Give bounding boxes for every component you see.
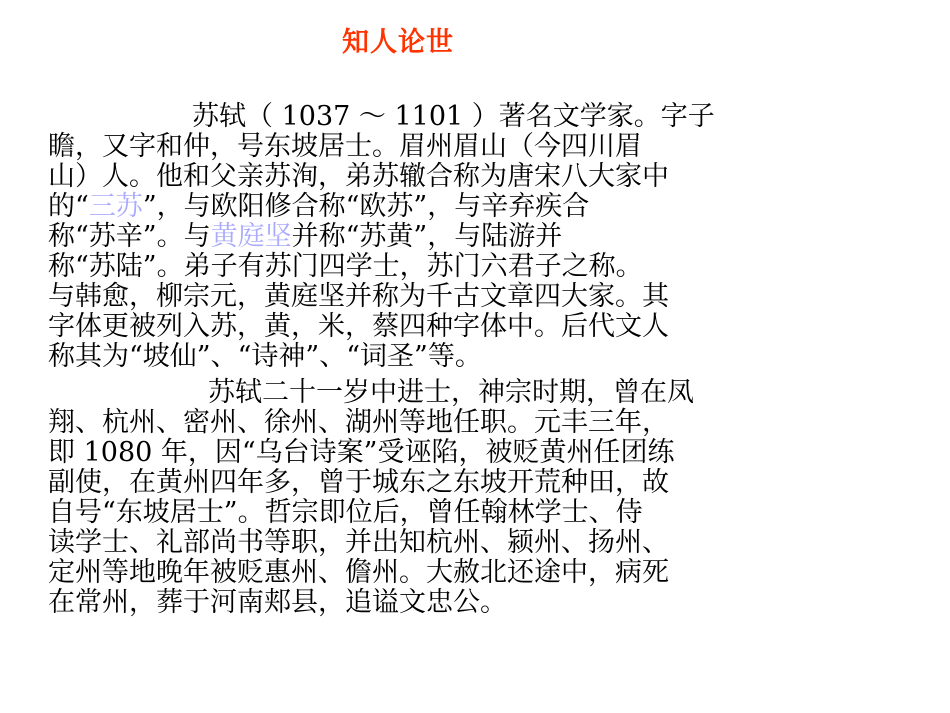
link-san-su[interactable]: 三苏 [88, 191, 143, 222]
text-line: 在常州，葬于河南郏县，追谥文忠公。 [48, 587, 507, 618]
text-line: 自号“东坡居士”。哲宗即位后，曾任翰林学士、侍 [48, 497, 643, 528]
text-line: 定州等地晚年被贬惠州、儋州。大赦北还途中，病死 [48, 557, 669, 588]
text-line: 称“苏陆”。弟子有苏门四学士，苏门六君子之称。 [48, 251, 643, 282]
text-line: 读学士、礼部尚书等职，并出知杭州、颍州、扬州、 [48, 527, 669, 558]
text-segment: 并称“苏黄”，与陆游并 [291, 221, 563, 252]
paragraph-2 [48, 378, 808, 618]
text-line: 苏轼（ 1037 ～ 1101 ）著名文学家。字子 [192, 101, 715, 132]
text-line: 称其为“坡仙”、“诗神”、“词圣”等。 [48, 341, 482, 372]
text-segment: ”，与欧阳修合称“欧苏”，与辛弃疾合 [142, 191, 590, 222]
biography-text [48, 102, 808, 618]
text-line: 山）人。他和父亲苏洵，弟苏辙合称为唐宋八大家中 [48, 161, 669, 192]
text-segment: 的“ [48, 191, 89, 222]
text-line: 即 1080 年，因“乌台诗案”受诬陷，被贬黄州任团练 [48, 437, 675, 468]
text-line [48, 222, 808, 252]
paragraph-1 [48, 102, 808, 372]
text-line: 翔、杭州、密州、徐州、湖州等地任职。元丰三年， [48, 407, 669, 438]
text-line: 副使，在黄州四年多，曾于城东之东坡开荒种田，故 [48, 467, 669, 498]
text-line: 苏轼二十一岁中进士，神宗时期，曾在凤 [208, 377, 694, 408]
text-segment: 称“苏辛”。与 [48, 221, 211, 252]
page-title: 知人论世 [342, 27, 454, 58]
text-line: 与韩愈，柳宗元，黄庭坚并称为千古文章四大家。其 [48, 281, 669, 312]
text-line [48, 192, 808, 222]
link-huang-tingjian[interactable]: 黄庭坚 [210, 221, 292, 252]
text-line: 瞻，又字和仲，号东坡居士。眉州眉山（今四川眉 [48, 131, 642, 162]
text-line: 字体更被列入苏，黄，米，蔡四种字体中。后代文人 [48, 311, 669, 342]
